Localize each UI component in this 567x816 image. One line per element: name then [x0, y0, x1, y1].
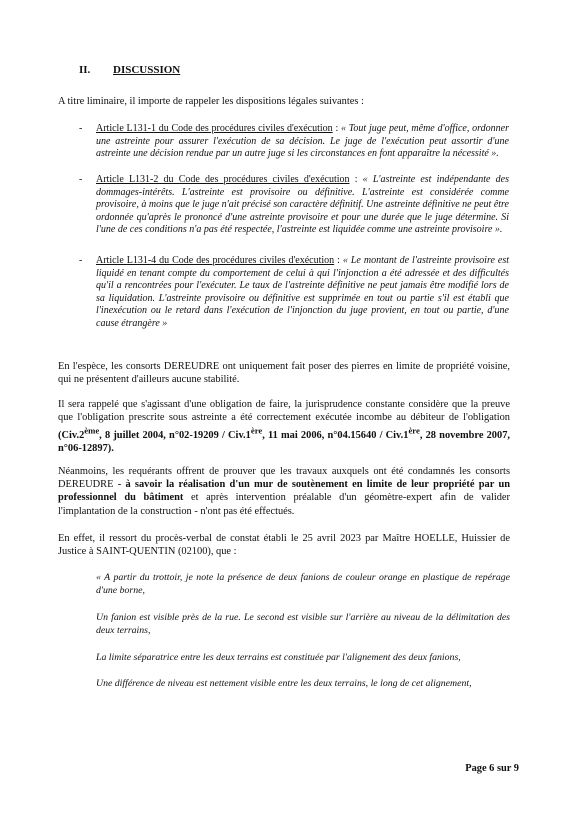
article-quote: « Tout juge peut, même d'office, ordonner une astreinte pour assurer l'exécution de sa décision. Le juge de l'exécution peut assortir d'une astreinte une décision rendue par un autre juge si les circonstances en font apparaître la nécessité ». — [96, 123, 509, 160]
article-separator: : — [332, 123, 341, 134]
article-separator: : — [349, 174, 363, 185]
bullet-dash: - — [79, 255, 83, 266]
article-quote: « Le montant de l'astreinte provisoire est liquidé en tenant compte du comportement de celui à qui l'injonction a été adressée et des difficultés qu'il a rencontrées pour l'exécuter. Le taux de l'astreinte définitive ne peut jamais être modifié lors de sa liquidation. L'astreinte provisoire ou définitive est supprimée en tout ou partie s'il est établi que l'inexécution ou le retard dans l'exécution de l'injonction du juge provient, en tout ou partie, d'une cause étrangère » — [96, 255, 509, 329]
bullet-dash: - — [79, 123, 83, 134]
article-reference: Article L131-1 du Code des procédures civiles d'exécution — [96, 123, 333, 134]
paragraph-espece: En l'espèce, les consorts DEREUDRE ont uniquement fait poser des pierres en limite de propriété voisine, qui ne présentent d'ailleurs aucune stabilité. — [58, 361, 510, 386]
article-reference: Article L131-2 du Code des procédures civiles d'exécution — [96, 174, 350, 185]
bold-emphasis: - à savoir la réalisation d'un mur de soutènement en limite de leur propriété par un professionnel du bâtiment — [58, 479, 510, 504]
intro-paragraph: A titre liminaire, il importe de rappeler les dispositions légales suivantes : — [58, 96, 364, 107]
article-list — [79, 174, 509, 237]
article-list — [79, 123, 509, 161]
section-number: II. — [79, 64, 91, 76]
article-quote: « L'astreinte est indépendante des dommages-intérêts. L'astreinte est provisoire ou définitive. L'astreinte est considérée comme provisoire, à moins que le juge n'ait précisé son caractère définitif. Une astreinte définitive ne peut être ordonnée qu'après le prononcé d'une astreinte provisoire et pour une durée que le juge détermine. Si l'une de ces conditions n'a pas été respectée, l'astreinte est liquidée comme une astreinte provisoire ». — [96, 174, 509, 236]
constat-quote-line: La limite séparatrice entre les deux terrains est constituée par l'alignement des deux fanions, — [96, 652, 461, 663]
article-separator: : — [334, 255, 343, 266]
article-item — [79, 174, 509, 237]
paragraph-text: et après intervention préalable d'un géomètre-expert afin de valider l'implantation de la construction - n'ont pas été effectués. — [58, 492, 510, 517]
paragraph-neanmoins — [58, 465, 510, 518]
paragraph-jurisprudence — [58, 398, 510, 455]
section-title: DISCUSSION — [113, 64, 181, 76]
paragraph-text: Néanmoins, les requérants offrent de prouver que les travaux auxquels ont été condamnés les consorts DEREUDRE — [58, 466, 510, 491]
paragraph-text: Il sera rappelé que s'agissant d'une obligation de faire, la jurisprudence constante considère que la preuve que l'obligation prescrite sous astreinte a été correctement exécutée incombe au débiteur de l'obligation — [58, 399, 510, 424]
article-item — [79, 123, 509, 161]
constat-quote-line: Un fanion est visible près de la rue. Le second est visible sur l'arrière au niveau de la délimitation des deux terrains, — [96, 612, 510, 637]
bullet-dash: - — [79, 174, 83, 185]
paragraph-constat: En effet, il ressort du procès-verbal de constat établi le 25 avril 2023 par Maître HOELLE, Huissier de Justice à SAINT-QUENTIN (02100), que : — [58, 533, 510, 558]
article-reference: Article L131-4 du Code des procédures civiles d'exécution — [96, 255, 335, 266]
constat-quote-line: Une différence de niveau est nettement visible entre les deux terrains, le long de cet alignement, — [96, 678, 472, 689]
article-list — [79, 255, 509, 331]
section-heading — [79, 64, 180, 76]
constat-quote-line: « A partir du trottoir, je note la présence de deux fanions de couleur orange en plastique de repérage d'une borne, — [96, 572, 510, 597]
article-item — [79, 255, 509, 331]
case-citations: (Civ.2ème, 8 juillet 2004, n°02-19209 / Civ.1ère, 11 mai 2006, n°04.15640 / Civ.1ère, 28 novembre 2007, n°06-12897). — [58, 425, 510, 455]
page-number: Page 6 sur 9 — [465, 763, 519, 774]
